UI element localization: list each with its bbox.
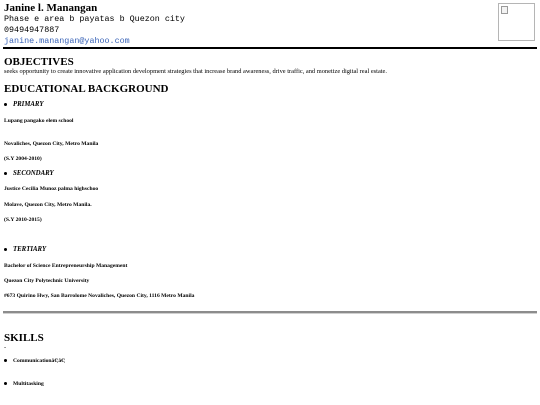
skill-label: Multitasking [13, 381, 44, 387]
primary-level-item [4, 101, 43, 109]
skill-item [4, 357, 65, 365]
skills-heading: SKILLS [4, 332, 44, 344]
tertiary-level-item [4, 246, 46, 254]
secondary-location: Molave, Quezon City, Metro Manila. [4, 202, 92, 208]
secondary-level-item [4, 170, 54, 178]
bullet-icon [4, 359, 7, 362]
broken-image-icon [501, 6, 508, 14]
section-divider [3, 311, 537, 314]
bullet-icon [4, 382, 7, 385]
bullet-icon [4, 172, 7, 175]
primary-level-label: PRIMARY [13, 101, 44, 108]
primary-years: (S.Y 2004-2010) [4, 156, 42, 162]
secondary-school: Justice Cecilia Munoz palma highschoo [4, 186, 99, 192]
education-heading: EDUCATIONAL BACKGROUND [4, 83, 169, 95]
applicant-name: Janine l. Manangan [4, 2, 98, 14]
tertiary-school: Quezon City Polytechnic University [4, 278, 90, 284]
skill-item [4, 380, 44, 388]
tertiary-level-label: TERTIARY [13, 246, 47, 253]
bullet-icon [4, 248, 7, 251]
resume-header [4, 2, 494, 47]
address-line: Phase e area b payatas b Quezon city [4, 14, 185, 24]
tertiary-course: Bachelor of Science Entrepreneurship Management [4, 263, 128, 269]
primary-school: Lupang pangako elem school [4, 118, 74, 124]
bullet-icon [4, 103, 7, 106]
phone-number: 09494947887 [4, 25, 60, 35]
objectives-text: seeks opportunity to create innovative application development strategies that increase brand awareness, drive traffic, and monetize digital real estate. [4, 68, 387, 75]
primary-location: Novaliches, Quezon City, Metro Manila [4, 141, 99, 147]
profile-photo [498, 3, 535, 41]
objectives-heading: OBJECTIVES [4, 56, 74, 68]
header-divider [3, 47, 537, 49]
tertiary-address: #673 Quirino Hwy, San Barrolome Novaliches, Quezon City, 1116 Metro Manila [4, 293, 195, 299]
secondary-level-label: SECONDARY [13, 170, 54, 177]
skill-label: Communicationâ€¦â€¦ [13, 358, 66, 364]
skills-dash: - [4, 344, 7, 351]
secondary-years: (S.Y 2010-2015) [4, 217, 42, 223]
email-address[interactable]: janine.manangan@yahoo.com [4, 36, 130, 46]
